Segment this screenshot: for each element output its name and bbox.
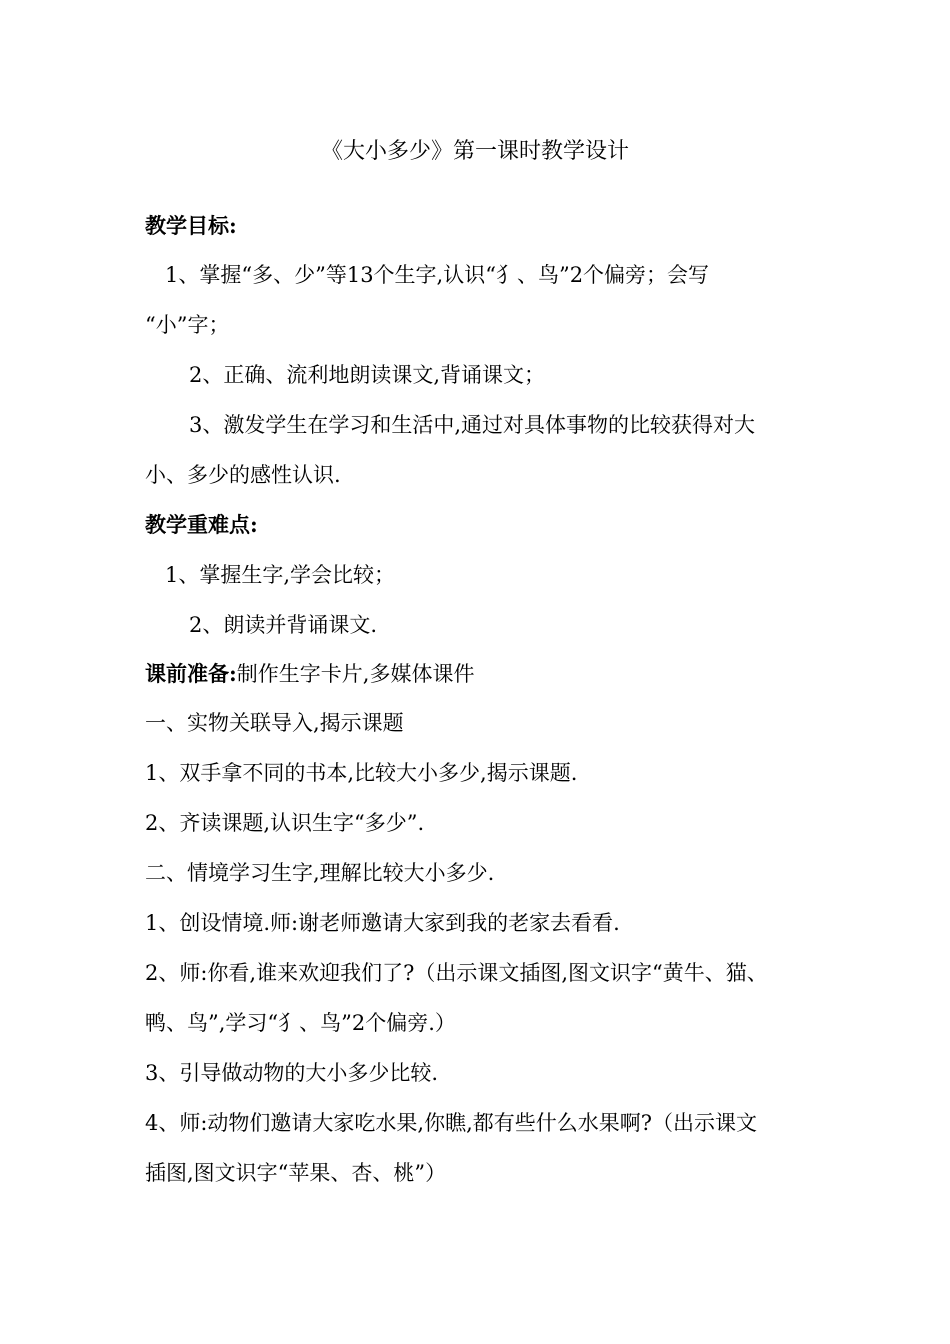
section-2-heading: 二、情境学习生字,理解比较大小多少. xyxy=(145,861,495,885)
objective-item-2: 2、正确、流利地朗读课文,背诵课文； xyxy=(189,363,546,387)
preparation-line xyxy=(145,657,474,691)
objectives-heading: 教学目标: xyxy=(145,213,237,238)
objective-item-1-line-1: 1、掌握“多、少”等13个生字,认识“犭、鸟”2个偏旁；会写 xyxy=(165,263,710,287)
key-points-heading: 教学重难点: xyxy=(145,512,258,537)
key-point-item-2: 2、朗读并背诵课文. xyxy=(189,613,378,637)
key-point-item-1: 1、掌握生字,学会比较； xyxy=(165,563,396,587)
section-2-item-2-line-1: 2、师:你看,谁来欢迎我们了?（出示课文插图,图文识字“黄牛、猫、 xyxy=(145,961,768,985)
preparation-text: 制作生字卡片,多媒体课件 xyxy=(236,662,475,686)
objective-item-1-line-2: “小”字； xyxy=(145,313,230,337)
section-2-item-1: 1、创设情境.师:谢老师邀请大家到我的老家去看看. xyxy=(145,911,620,935)
section-1-heading: 一、实物关联导入,揭示课题 xyxy=(145,711,404,735)
section-2-item-2-line-2: 鸭、鸟”,学习“犭、鸟”2个偏旁.） xyxy=(145,1011,456,1035)
objective-item-3-line-1: 3、激发学生在学习和生活中,通过对具体事物的比较获得对大 xyxy=(189,413,756,437)
section-2-item-4-line-2: 插图,图文识字“苹果、杏、桃”） xyxy=(145,1161,447,1185)
objective-item-3-line-2: 小、多少的感性认识. xyxy=(145,463,341,487)
section-1-item-1: 1、双手拿不同的书本,比较大小多少,揭示课题. xyxy=(145,761,578,785)
section-2-item-3: 3、引导做动物的大小多少比较. xyxy=(145,1061,439,1085)
section-2-item-4-line-1: 4、师:动物们邀请大家吃水果,你瞧,都有些什么水果啊?（出示课文 xyxy=(145,1111,758,1135)
section-1-item-2: 2、齐读课题,认识生字“多少”. xyxy=(145,811,425,835)
document-title: 《大小多少》第一课时教学设计 xyxy=(320,139,629,164)
preparation-label: 课前准备: xyxy=(145,661,237,686)
